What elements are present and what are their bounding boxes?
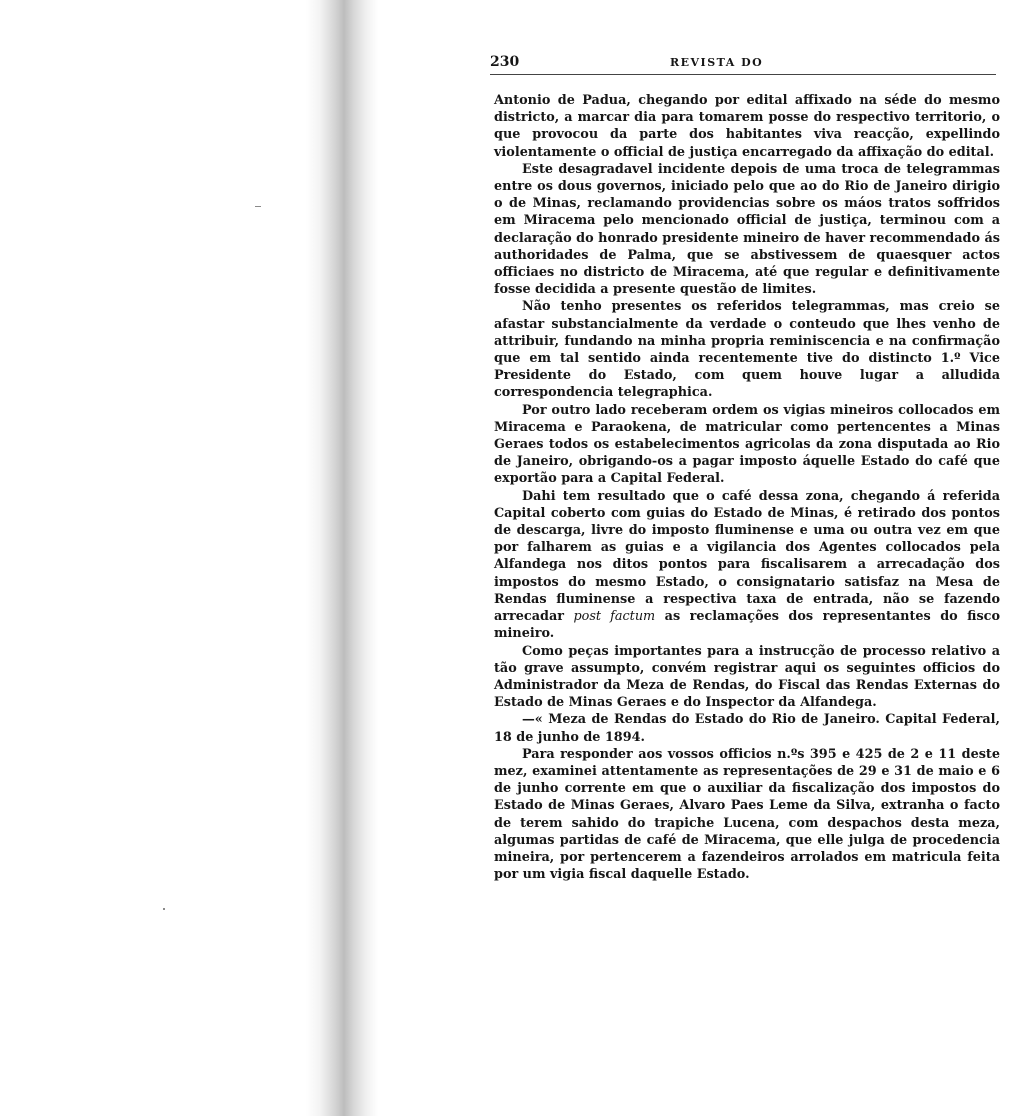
- paragraph: Não tenho presentes os referidos telegrammas, mas creio se afastar substancialmente da verdade o conteudo que lhes venho de attribuir, fundando na minha propria reminiscencia e na confirmação que em tal sentido ainda recentemente tive do distincto 1.º Vice Presidente do Estado, com quem houve lugar a alludida correspondencia telegraphica.: [494, 299, 1000, 401]
- paragraph: [494, 488, 1000, 643]
- paragraph: Como peças importantes para a instrucção de processo relativo a tão grave assumpto, convém registrar aqui os seguintes officios do Administrador da Meza de Rendas, do Fiscal das Rendas Externas do Estado de Minas Geraes e do Inspector da Alfandega.: [494, 643, 1000, 711]
- paragraph-text: as reclamações dos representantes do fisco mineiro.: [494, 609, 1000, 642]
- paragraph: Este desagradavel incidente depois de uma troca de telegrammas entre os dous governos, iniciado pelo que ao do Rio de Janeiro dirigio o de Minas, reclamando providencias sobre os máos tratos soffridos em Miracema pelo mencionado official de justiça, terminou com a declaração do honrado presidente mineiro de haver recommendado ás authoridades de Palma, que se abstivessem de quaesquer actos officiaes no districto de Miracema, até que regular e definitivamente fosse decidida a presente questão de limites.: [494, 161, 1000, 298]
- paragraph-text: Dahi tem resultado que o café dessa zona, chegando á referida Capital coberto com guias do Estado de Minas, é retirado dos pontos de descarga, livre do imposto fluminense e uma ou outra vez em que por falharem as guias e a vigilancia dos Agentes collocados pela Alfandega nos ditos pontos para fiscalisarem a arrecadação dos impostos do mesmo Estado, o consignatario satisfaz na Mesa de Rendas fluminense a respectiva taxa de entrada, não se fazendo arrecadar: [494, 488, 1000, 625]
- book-spine-shadow: [306, 0, 378, 1116]
- paragraph: Para responder aos vossos officios n.ºs 395 e 425 de 2 e 11 deste mez, examinei attentamente as representações de 29 e 31 de maio e 6 de junho corrente em que o auxiliar da fiscalização dos impostos do Estado de Minas Geraes, Alvaro Paes Leme da Silva, extranha o facto de terem sahido do trapiche Lucena, com despachos desta meza, algumas partidas de café de Miracema, que elle julga de procedencia mineira, por pertencerem a fazendeiros arrolados em matricula feita por um vigia fiscal daquelle Estado.: [494, 746, 1000, 883]
- page-header: [490, 50, 996, 75]
- running-head: REVISTA DO: [670, 56, 764, 69]
- paragraph: Antonio de Padua, chegando por edital affixado na séde do mesmo districto, a marcar dia para tomarem posse do respectivo territorio, o que provocou da parte dos habitantes viva reacção, expellindo violentamente o official de justiça encarregado da affixação do edital.: [494, 93, 1000, 160]
- paragraph: Por outro lado receberam ordem os vigias mineiros collocados em Miracema e Paraokena, de matricular como pertencentes a Minas Geraes todos os estabelecimentos agricolas da zona disputada ao Rio de Janeiro, obrigando-os a pagar imposto áquelle Estado do café que exportão para a Capital Federal.: [494, 402, 1000, 487]
- italic-phrase: post factum: [573, 609, 656, 625]
- scan-speck: [255, 206, 261, 207]
- paragraph: —« Meza de Rendas do Estado do Rio de Janeiro. Capital Federal, 18 de junho de 1894.: [494, 712, 1000, 745]
- page-number: 230: [490, 54, 520, 70]
- body-text: [494, 92, 1000, 883]
- scan-speck: [163, 908, 165, 910]
